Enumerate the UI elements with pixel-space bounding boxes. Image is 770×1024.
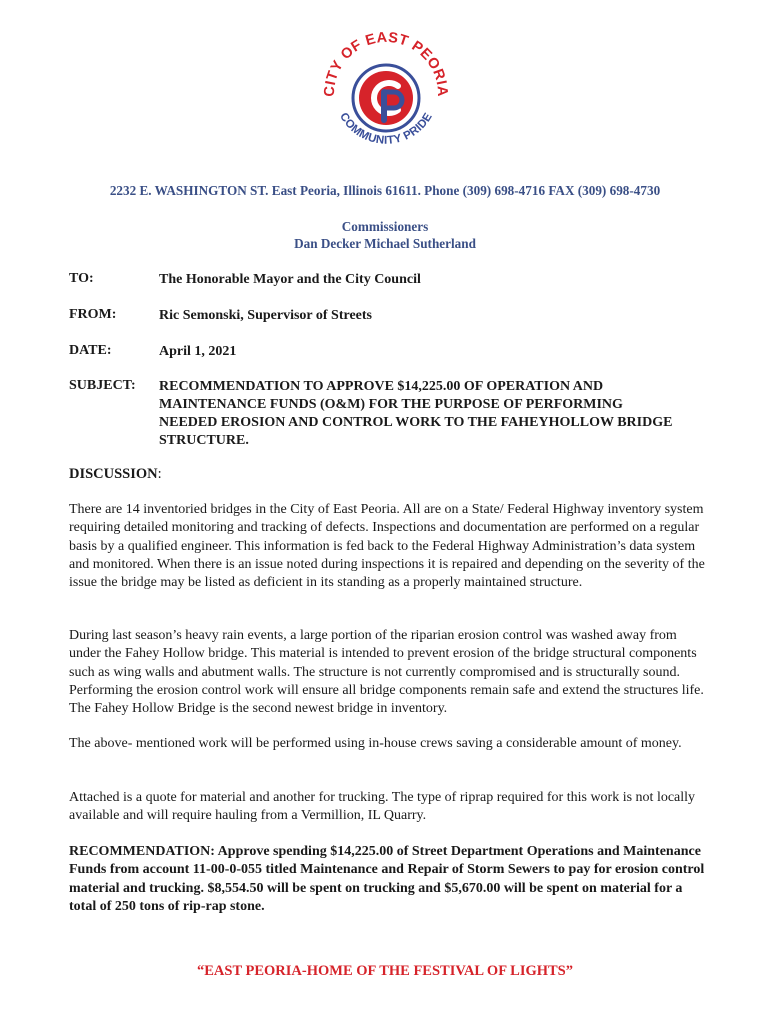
date-label: DATE:: [69, 343, 112, 358]
discussion-heading-colon: :: [157, 466, 162, 482]
subject-value: RECOMMENDATION TO APPROVE $14,225.00 OF OPERATION AND MAINTENANCE FUNDS (O&M) FOR THE PURPOSE OF PERFORMING NEEDED EROSION AND CONTROL WORK TO THE FAHEYHOLLOW BRIDGE STRUCTURE.: [159, 379, 673, 448]
discussion-heading-text: DISCUSSION: [69, 466, 158, 482]
commissioners-block: [0, 218, 770, 252]
discussion-paragraph-1: There are 14 inventoried bridges in the City of East Peoria. All are on a State/ Federal Highway inventory system requiring detailed monitoring and tracking of defects. Inspections and documentation are performed on a regular basis by a qualified engineer. This information is fed back to the Federal Highway Administration’s data system and monitored. When there is an issue noted during inspections it is repaired and depending on the severity of the issue the bridge may be listed as deficient in its standing as a properly maintained structure.: [69, 502, 705, 591]
recommendation-paragraph: RECOMMENDATION: Approve spending $14,225.00 of Street Department Operations and Maintenance Funds from account 11-00-0-055 titled Maintenance and Repair of Storm Sewers to pay for erosion control material and trucking. $8,554.50 will be spent on trucking and $5,670.00 will be spent on material for a total of 250 tons of rip-rap stone.: [69, 844, 705, 914]
to-label: TO:: [69, 271, 94, 286]
address-line: 2232 E. WASHINGTON ST. East Peoria, Illinois 61611. Phone (309) 698-4716 FAX (309) 698-4730: [109, 183, 661, 198]
logo-text-top: CITY OF EAST PEORIA: [321, 29, 451, 98]
discussion-paragraph-3: The above- mentioned work will be performed using in-house crews saving a considerable amount of money.: [69, 736, 682, 751]
city-logo: [318, 18, 454, 158]
from-label: FROM:: [69, 307, 117, 322]
footer-slogan: “EAST PEORIA-HOME OF THE FESTIVAL OF LIGHTS”: [196, 963, 574, 979]
commissioners-names: Dan Decker Michael Sutherland: [294, 236, 476, 251]
from-value: Ric Semonski, Supervisor of Streets: [159, 308, 372, 323]
logo-emblem: [353, 65, 419, 131]
subject-label: SUBJECT:: [69, 378, 136, 393]
logo-text-bottom: COMMUNITY PRIDE: [337, 110, 435, 147]
discussion-heading: [69, 466, 162, 483]
date-value: April 1, 2021: [159, 344, 237, 359]
to-value: The Honorable Mayor and the City Council: [159, 272, 421, 287]
commissioners-title: Commissioners: [341, 219, 429, 234]
discussion-paragraph-4: Attached is a quote for material and another for trucking. The type of riprap required for this work is not locally available and will require hauling from a Vermillion, IL Quarry.: [69, 790, 696, 824]
discussion-paragraph-2: During last season’s heavy rain events, a large portion of the riparian erosion control was washed away from under the Fahey Hollow bridge. This material is intended to prevent erosion of the bridge structural components such as wing walls and abutment walls. The structure is not currently compromised and is structurally sound. Performing the erosion control work will ensure all bridge components remain safe and extend the structures life. The Fahey Hollow Bridge is the second newest bridge in inventory.: [69, 628, 704, 717]
